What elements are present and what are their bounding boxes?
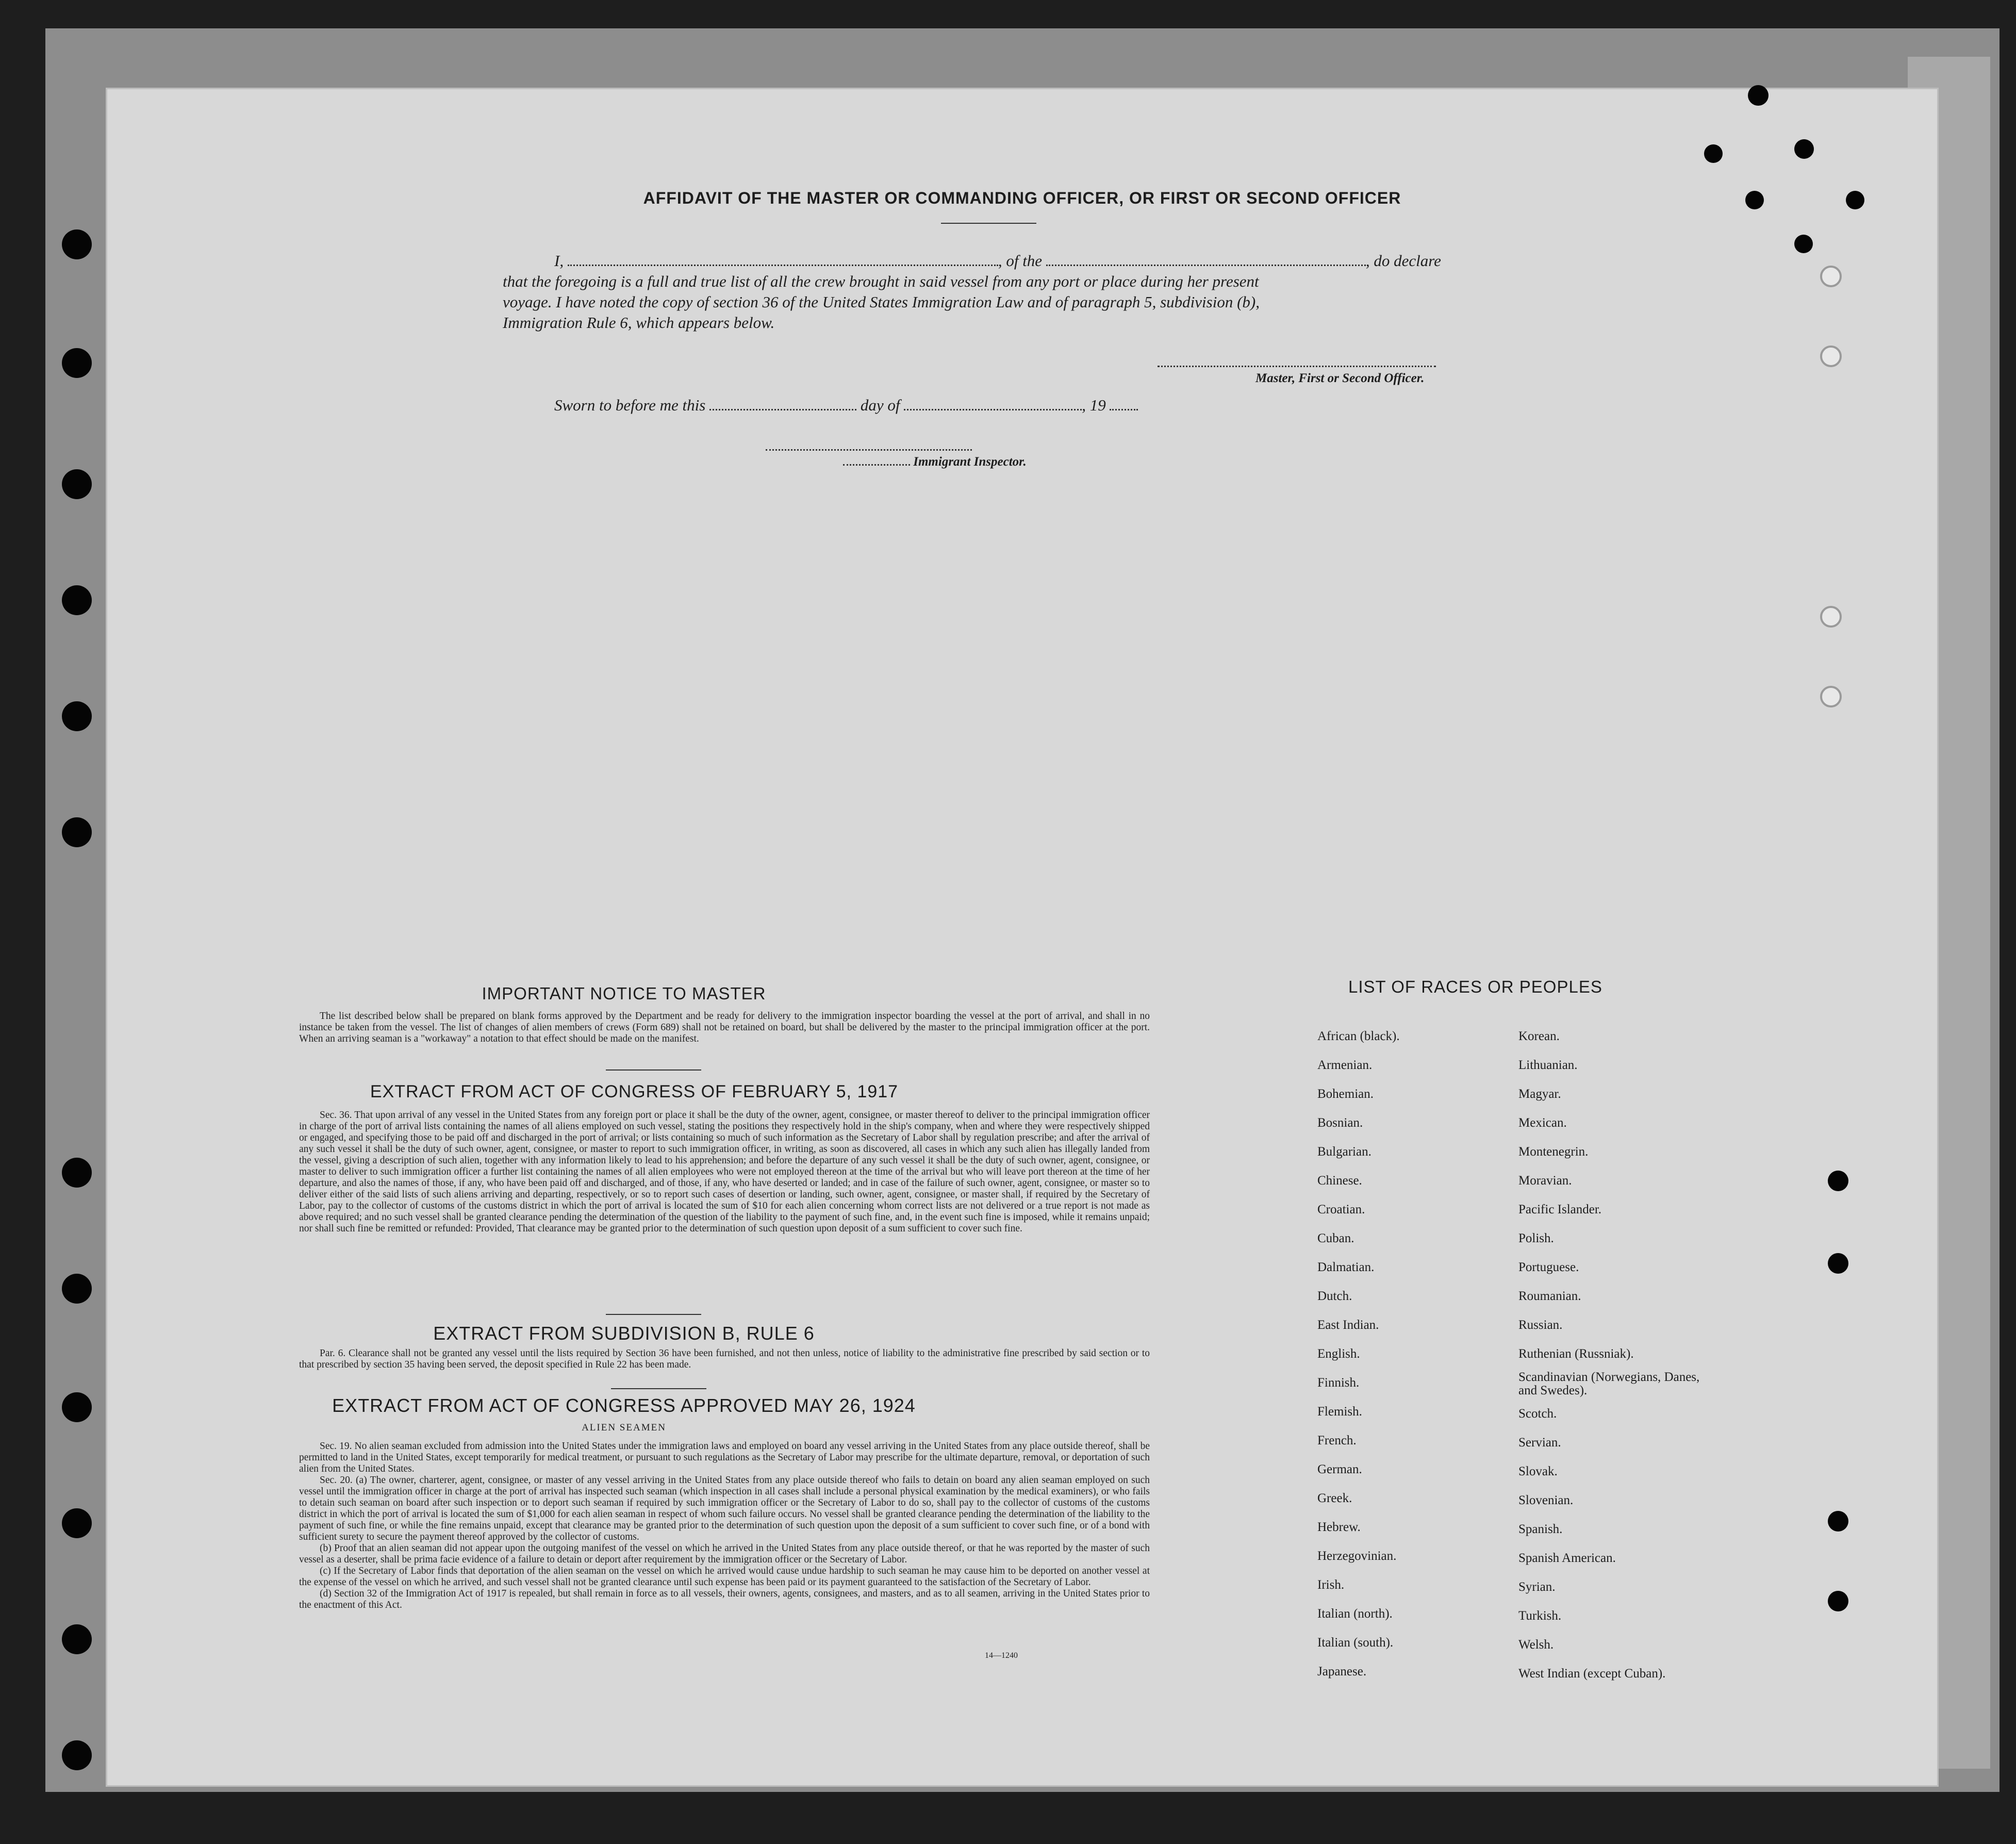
race-list-item: Turkish. <box>1518 1609 1562 1623</box>
race-list-item: Chinese. <box>1317 1174 1362 1188</box>
race-list-item: Herzegovinian. <box>1317 1549 1397 1563</box>
race-list-item: Croatian. <box>1317 1203 1365 1216</box>
race-list-item: French. <box>1317 1434 1357 1447</box>
binder-hole <box>62 1508 92 1538</box>
race-list-item: Irish. <box>1317 1578 1345 1592</box>
vessel-field[interactable] <box>1046 264 1366 266</box>
race-list-item: Dutch. <box>1317 1289 1352 1303</box>
binder-hole <box>62 701 92 731</box>
sworn-end: , 19 <box>1082 396 1106 414</box>
race-list-item: African (black). <box>1317 1029 1400 1043</box>
affidavit-line1-mid: , of the <box>998 252 1043 270</box>
binder-hole <box>62 469 92 499</box>
master-signature-line[interactable] <box>1158 365 1436 367</box>
binder-hole <box>62 229 92 259</box>
master-signature-label: Master, First or Second Officer. <box>1255 371 1425 385</box>
race-list-item: Finnish. <box>1317 1376 1360 1390</box>
binder-hole <box>1820 606 1842 628</box>
race-list-item: West Indian (except Cuban). <box>1518 1667 1666 1681</box>
notice-text: The list described below shall be prepared on blank forms approved by the Department and be ready for delivery to the immigration inspector boarding the vessel at the port of arrival, and shall in no instance be taken from the vessel. The list of changes of alien members of crews (Form 689) shall not be retained on board, but shall be delivered by the master to the principal immigration officer at the port. When an arriving seaman is a "workaway" a notation to that effect should be made on the manifest. <box>299 1011 1150 1044</box>
act1924-sec20d: (d) Section 32 of the Immigration Act of 1917 is repealed, but shall remain in force as to all vessels, their owners, agents, consignees, and masters, and as to all seamen, arriving in the United States prior to the enactment of this Act. <box>299 1588 1150 1610</box>
inspector-signature-line[interactable] <box>766 449 972 451</box>
sworn-day-field[interactable] <box>709 408 856 410</box>
binder-hole <box>1828 1591 1848 1611</box>
title-rule <box>941 223 1036 224</box>
race-list-item: Spanish. <box>1518 1522 1563 1536</box>
race-list-item: English. <box>1317 1347 1360 1361</box>
race-list-item: Pacific Islander. <box>1518 1203 1602 1216</box>
binder-hole <box>62 1158 92 1188</box>
race-list-item: Montenegrin. <box>1518 1145 1589 1159</box>
notice-title: IMPORTANT NOTICE TO MASTER <box>482 984 766 1003</box>
affidavit-line1-end: , do declare <box>1365 252 1441 270</box>
race-list-item: East Indian. <box>1317 1318 1379 1332</box>
binder-hole <box>1820 686 1842 707</box>
affidavit-line1-start: I, <box>554 252 564 270</box>
race-list-item: Flemish. <box>1317 1405 1362 1419</box>
race-list-item: Servian. <box>1518 1436 1561 1450</box>
races-column-2 <box>1518 1022 1704 1688</box>
race-list-item: Armenian. <box>1317 1058 1373 1072</box>
race-list-item: Cuban. <box>1317 1231 1354 1245</box>
races-column-1 <box>1317 1022 1400 1686</box>
race-list-item: Italian (north). <box>1317 1607 1393 1621</box>
binder-hole <box>62 585 92 615</box>
act1917-rule <box>606 1314 701 1315</box>
sworn-start: Sworn to before me this <box>554 396 706 414</box>
act1924-sec20c: (c) If the Secretary of Labor finds that deportation of the alien seaman on the vessel on which he arrived would cause undue hardship to such seaman he may cause him to be deported on another vessel at the expense of the vessel on which he arrived, and such vessel shall not be granted clearance until such expense has been paid or its payment guaranteed to the satisfaction of the Secretary of Labor. <box>299 1566 1150 1588</box>
race-list-item: Bohemian. <box>1317 1087 1374 1101</box>
inspector-label-text: Immigrant Inspector. <box>913 455 1027 469</box>
race-list-item: Greek. <box>1317 1491 1352 1505</box>
act1917-text: Sec. 36. That upon arrival of any vessel in the United States from any foreign port or place it shall be the duty of the owner, agent, consignee, or master thereof to deliver to the principal immigration officer in charge of the port of arrival lists containing the names of all aliens employed on such vessel, stating the positions they respectively hold in the ship's company, when and where they were respectively shipped or engaged, and specifying those to be paid off and discharged in the port of arrival; or lists containing so much of such information as the Secretary of Labor shall by regulation prescribe; and after the arrival of any such vessel it shall be the duty of such owner, agent, consignee, or master to report to such immigration officer, in writing, as soon as discovered, all cases in which any such alien has illegally landed from the vessel, giving a description of such alien, together with any information likely to lead to his apprehension; and before the departure of any such vessel it shall be the duty of such owner, agent, consignee, or master to deliver to such immigration officer a further list containing the names of all alien employees who were not employed thereon at the time of the arrival but who will leave port thereon at the time of her departure, and also the names of those, if any, who have been paid off and discharged, and of those, if any, who have deserted or landed; and in case of the failure of such owner, agent, consignee, or master so to deliver either of the said lists of such aliens arriving and departing, respectively, or so to report such cases of desertion or landing, such owner, agent, consignee, or master shall, if required by the Secretary of Labor, pay to the collector of customs of the customs district in which the port of arrival is located the sum of $10 for each alien concerning whom correct lists are not delivered or a true report is not made as above required; and no such vessel shall be granted clearance pending the determination of the question of the liability to the payment of such fine, and, in the event such fine is imposed, while it remains unpaid; nor shall such fine be remitted or refunded: Provided, That clearance may be granted prior to the determination of such question upon deposit of a sum sufficient to cover such fine. <box>299 1110 1150 1234</box>
race-list-item: Scotch. <box>1518 1407 1557 1421</box>
binder-hole <box>62 1274 92 1304</box>
race-list-item: German. <box>1317 1462 1362 1476</box>
race-list-item: Mexican. <box>1518 1116 1567 1130</box>
binder-hole <box>62 1624 92 1654</box>
race-list-item: Slovenian. <box>1518 1493 1574 1507</box>
rule6-title: EXTRACT FROM SUBDIVISION B, RULE 6 <box>433 1323 815 1344</box>
race-list-item: Korean. <box>1518 1029 1560 1043</box>
affidavit-line-4: Immigration Rule 6, which appears below. <box>503 314 775 332</box>
inspector-label <box>843 455 1027 469</box>
binder-hole <box>62 1740 92 1770</box>
binder-hole <box>62 1392 92 1422</box>
binder-hole <box>1794 139 1814 159</box>
rule6-text: Par. 6. Clearance shall not be granted any vessel until the lists required by Section 36 have been furnished, and not then unless, notice of liability to the administrative fine prescribed by said section or to that prescribed by section 35 having been served, the deposit specified in Rule 22 has been made. <box>299 1348 1150 1370</box>
sworn-year-field[interactable] <box>1110 408 1138 410</box>
race-list-item: Spanish American. <box>1518 1551 1616 1565</box>
act1924-subtitle: ALIEN SEAMEN <box>582 1422 666 1433</box>
race-list-item: Lithuanian. <box>1518 1058 1578 1072</box>
race-list-item: Ruthenian (Russniak). <box>1518 1347 1634 1361</box>
race-list-item: Scandinavian (Norwegians, Danes, and Swedes). <box>1518 1370 1700 1397</box>
races-title: LIST OF RACES OR PEOPLES <box>1348 977 1602 996</box>
binder-hole <box>1828 1511 1848 1532</box>
binder-hole <box>62 348 92 378</box>
race-list-item: Magyar. <box>1518 1087 1561 1101</box>
race-list-item: Moravian. <box>1518 1174 1572 1188</box>
act1917-title: EXTRACT FROM ACT OF CONGRESS OF FEBRUARY 5, 1917 <box>370 1082 899 1101</box>
binder-hole <box>62 817 92 847</box>
rule6-rule <box>611 1388 706 1389</box>
race-list-item: Bosnian. <box>1317 1116 1363 1130</box>
binder-hole <box>1820 345 1842 367</box>
sworn-line <box>554 396 1138 415</box>
affidavit-line-3: voyage. I have noted the copy of section 36 of the United States Immigration Law and of paragraph 5, subdivision (b), <box>503 293 1260 311</box>
race-list-item: Portuguese. <box>1518 1260 1579 1274</box>
binder-hole <box>1828 1171 1848 1191</box>
race-list-item: Italian (south). <box>1317 1636 1394 1650</box>
form-number: 14—1240 <box>985 1651 1018 1660</box>
sworn-mid: day of <box>860 396 900 414</box>
race-list-item: Polish. <box>1518 1231 1554 1245</box>
binder-hole <box>1748 85 1769 106</box>
race-list-item: Hebrew. <box>1317 1520 1361 1534</box>
race-list-item: Welsh. <box>1518 1638 1554 1652</box>
race-list-item: Bulgarian. <box>1317 1145 1371 1159</box>
inspector-prefix-dots <box>843 464 910 466</box>
name-field[interactable] <box>568 264 998 266</box>
race-list-item: Russian. <box>1518 1318 1563 1332</box>
affidavit-line-2: that the foregoing is a full and true list of all the crew brought in said vessel from any port or place during her present <box>503 272 1259 290</box>
binder-hole <box>1704 144 1723 163</box>
race-list-item: Japanese. <box>1317 1665 1367 1678</box>
race-list-item: Dalmatian. <box>1317 1260 1375 1274</box>
act1924-text <box>299 1441 1150 1611</box>
sworn-month-field[interactable] <box>904 408 1082 410</box>
notice-rule <box>606 1069 701 1071</box>
binder-hole <box>1820 266 1842 287</box>
race-list-item: Roumanian. <box>1518 1289 1581 1303</box>
act1924-sec19: Sec. 19. No alien seaman excluded from admission into the United States under the immigration laws and employed on board any vessel arriving in the United States from any place outside thereof, shall be permitted to land in the United States, except temporarily for medical treatment, or pursuant to such regulations as the Secretary of Labor may prescribe for the ultimate departure, removal, or deportation of such alien from the United States. <box>299 1441 1150 1474</box>
binder-hole <box>1794 235 1813 253</box>
affidavit-line-1 <box>554 252 1441 270</box>
race-list-item: Syrian. <box>1518 1580 1556 1594</box>
race-list-item: Slovak. <box>1518 1464 1558 1478</box>
document-page <box>106 88 1939 1787</box>
act1924-sec20a: Sec. 20. (a) The owner, charterer, agent, consignee, or master of any vessel arriving in the United States from any place outside thereof who fails to detain on board any alien seaman employed on such vessel until the immigration officer in charge at the port of arrival has inspected such seaman (which inspection in all cases shall include a personal physical examination by the medical examiners), or who fails to detain such seaman on board after such inspection or to deport such seaman if required by such immigration officer or the Secretary of Labor to do so, shall pay to the collector of customs of the customs district in which the port of arrival is located the sum of $1,000 for each alien seaman in respect of whom such failure occurs. No vessel shall be granted clearance pending the determination of the liability to the payment of such fine, or while the fine remains unpaid, except that clearance may be granted prior to the determination of such question upon the deposit of a sum sufficient to cover such fine, or of a bond with sufficient surety to secure the payment thereof approved by the collector of customs. <box>299 1475 1150 1542</box>
binder-hole <box>1828 1253 1848 1274</box>
act1924-title: EXTRACT FROM ACT OF CONGRESS APPROVED MAY 26, 1924 <box>332 1395 916 1416</box>
act1924-sec20b: (b) Proof that an alien seaman did not appear upon the outgoing manifest of the vessel on which he arrived in the United States from any place outside thereof, or that he was reported by the master of such vessel as a deserter, shall be prima facie evidence of a failure to detain or deport after requirement by the immigration officer or the Secretary of Labor. <box>299 1543 1150 1565</box>
affidavit-title: AFFIDAVIT OF THE MASTER OR COMMANDING OFFICER, OR FIRST OR SECOND OFFICER <box>643 189 1401 207</box>
